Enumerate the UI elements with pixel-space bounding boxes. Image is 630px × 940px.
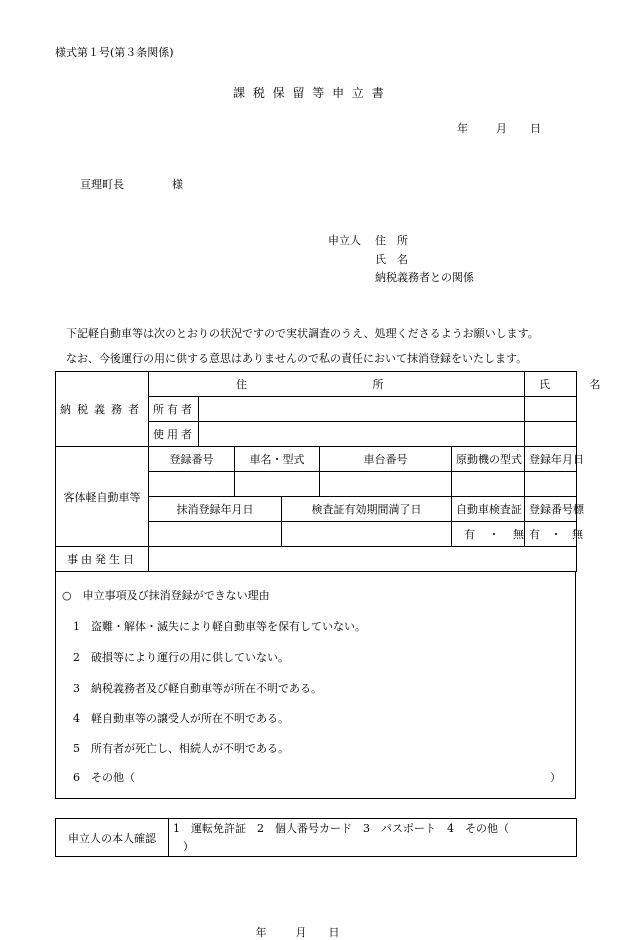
taxpayer-label: 納税義務者 xyxy=(56,372,149,447)
reason-item-5[interactable]: 5 所有者が死亡し、相続人が不明である。 xyxy=(73,742,289,755)
car-model-cell[interactable] xyxy=(235,472,320,497)
engine-model-cell[interactable] xyxy=(452,472,525,497)
reason-item-2[interactable]: 2 破損等により運行の用に供していない。 xyxy=(73,651,289,664)
col-engine-model: 原動機の型式 xyxy=(452,447,525,472)
intro-line-2: なお、今後運行の用に供する意思はありませんので私の責任において抹消登録をいたします。 xyxy=(66,352,528,365)
reason-item-6[interactable]: 6 その他（ xyxy=(73,771,135,784)
user-address-cell[interactable] xyxy=(199,422,525,447)
reason-item-3[interactable]: 3 納税義務者及び軽自動車等が所在不明である。 xyxy=(73,682,322,695)
reason-item-4[interactable]: 4 軽自動車等の譲受人が所在不明である。 xyxy=(73,712,289,725)
name-header-1: 氏 xyxy=(539,378,551,391)
inspection-expiry-cell[interactable] xyxy=(282,522,452,547)
name-header xyxy=(525,372,601,397)
event-day-label: 日 xyxy=(328,925,340,939)
plate-dot: ・ xyxy=(550,528,562,541)
event-date-label: 事由発生日 xyxy=(56,547,149,572)
addressee-name: 亘理町長 xyxy=(80,178,124,191)
form-number: 様式第１号(第３条関係) xyxy=(55,46,174,59)
identity-close-paren: ） xyxy=(183,839,194,853)
plate-no[interactable]: 無 xyxy=(572,528,584,541)
address-header-1: 住 xyxy=(236,378,247,391)
name-header-2: 名 xyxy=(589,378,601,391)
user-label: 使用者 xyxy=(149,422,199,447)
address-header-2: 所 xyxy=(372,378,384,391)
col-inspection-expiry: 検査証有効期間満了日 xyxy=(282,497,452,522)
owner-label: 所有者 xyxy=(149,397,199,422)
col-car-model: 車名・型式 xyxy=(235,447,320,472)
vehicle-label: 客体軽自動車等 xyxy=(56,447,149,547)
plate-cell[interactable] xyxy=(525,522,584,547)
reg-number-cell[interactable] xyxy=(149,472,235,497)
date-day-label: 日 xyxy=(530,122,541,135)
reasons-heading: ○ 申立事項及び抹消登録ができない理由 xyxy=(62,589,270,602)
col-cancel-date: 抹消登録年月日 xyxy=(149,497,282,522)
identity-options[interactable] xyxy=(169,819,577,857)
col-reg-date: 登録年月日 xyxy=(525,447,577,472)
identity-options-line[interactable]: 1 運転免許証 2 個人番号カード 3 パスポート 4 その他（ xyxy=(173,821,509,835)
identity-table xyxy=(55,818,577,857)
reason-item-1[interactable]: 1 盗難・解体・滅失により軽自動車等を保有していない。 xyxy=(73,620,366,633)
intro-line-1: 下記軽自動車等は次のとおりの状況ですので実状調査のうえ、処理くださるようお願いします。 xyxy=(66,327,539,340)
plate-yes[interactable]: 有 xyxy=(529,528,541,541)
col-plate: 登録番号標 xyxy=(525,497,577,522)
owner-name-cell[interactable] xyxy=(525,397,577,422)
col-chassis-number: 車台番号 xyxy=(320,447,452,472)
inspection-cert-no[interactable]: 無 xyxy=(513,528,524,541)
event-month-label: 月 xyxy=(295,925,307,939)
owner-address-cell[interactable] xyxy=(199,397,525,422)
date-year-label: 年 xyxy=(457,122,468,135)
event-year-label: 年 xyxy=(255,925,267,939)
applicant-address-label: 住 所 xyxy=(375,234,408,247)
reasons-box xyxy=(55,571,576,799)
identity-label: 申立人の本人確認 xyxy=(56,819,169,857)
chassis-number-cell[interactable] xyxy=(320,472,452,497)
address-header xyxy=(149,372,525,397)
inspection-cert-dot: ・ xyxy=(488,528,500,541)
user-name-cell[interactable] xyxy=(525,422,577,447)
applicant-relation-label: 納税義務者との関係 xyxy=(375,271,474,284)
col-reg-number: 登録番号 xyxy=(149,447,235,472)
inspection-cert-cell[interactable] xyxy=(452,522,525,547)
date-month-label: 月 xyxy=(496,122,507,135)
applicant-name-label: 氏 名 xyxy=(375,253,408,266)
applicant-label: 申立人 xyxy=(328,234,361,247)
reg-date-cell[interactable] xyxy=(525,472,577,497)
reason-other-close-paren: ） xyxy=(550,771,561,784)
page-title: 課 税 保 留 等 申 立 書 xyxy=(233,86,386,100)
inspection-cert-yes[interactable]: 有 xyxy=(464,528,475,541)
col-inspection-cert: 自動車検査証 xyxy=(452,497,525,522)
addressee-honorific: 様 xyxy=(172,178,183,191)
cancel-date-cell[interactable] xyxy=(149,522,282,547)
